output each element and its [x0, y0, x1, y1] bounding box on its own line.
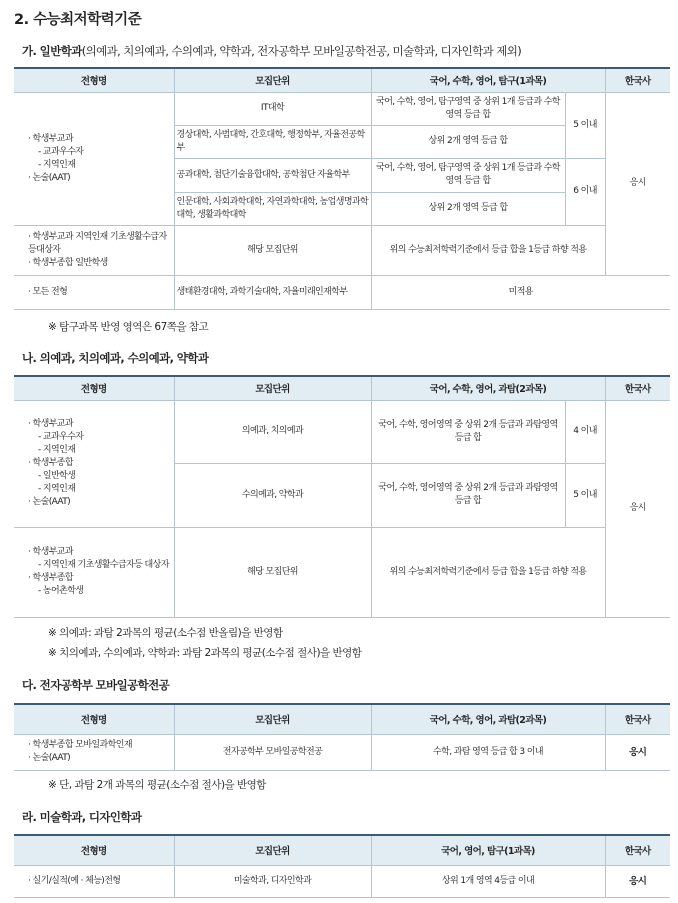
- table-ra: [14, 834, 670, 898]
- ga-row2-criteria: 위의 수능최저학력기준에서 등급 합을 1등급 하향 적용: [371, 225, 605, 275]
- da-type-item: · 학생부종합 모바일과학인재: [28, 740, 132, 750]
- na-row2-criteria: 위의 수능최저학력기준에서 등급 합을 1등급 하향 적용: [371, 527, 605, 617]
- ga-criteria-1: 국어, 수학, 영어, 탐구영역 중 상위 1개 등급과 수학 영역 등급 합: [371, 92, 565, 125]
- ra-type: · 실기/실적(예 · 체능)전형: [14, 865, 174, 897]
- na-type-item: · 논술(AAT): [28, 497, 71, 507]
- ga-unit-humanities: 인문대학, 사회과학대학, 자연과학대학, 농업생명과학대학, 생활과학대학: [174, 192, 371, 225]
- ga-unit-engineering: 공과대학, 첨단기술융합대학, 공학첨단 자율학부: [174, 158, 371, 192]
- note-ga: ※ 탐구과목 반영 영역은 67쪽을 참고: [48, 321, 209, 333]
- na-limit-4: 4 이내: [565, 400, 605, 463]
- ga-row2-type-item: · 학생부종합 일반학생: [28, 257, 108, 268]
- header-type: 전형명: [14, 68, 174, 92]
- na-type-item: - 지역인재: [38, 484, 76, 494]
- na-type-item: · 학생부종합: [28, 458, 73, 468]
- na-row2-type-item: - 지역인재 기초생활수급자등 대상자: [38, 560, 169, 570]
- na-type-item: · 학생부교과: [28, 419, 73, 429]
- ga-unit-it: IT대학: [174, 92, 371, 125]
- header-unit: 모집단위: [174, 835, 371, 865]
- na-type-item: - 지역인재: [38, 445, 76, 455]
- ga-row3-criteria: 미적용: [371, 275, 670, 309]
- na-criteria-vet: 국어, 수학, 영어영역 중 상위 2개 등급과 과탐영역 등급 합: [371, 463, 565, 527]
- na-row2-type-item: - 농어촌학생: [38, 586, 84, 596]
- note-na-2: ※ 치의예과, 수의예과, 약학과: 과탐 2과목의 평균(소수점 절사)을 반영함: [48, 647, 362, 659]
- da-type-item: · 논술(AAT): [28, 753, 71, 763]
- ga-row3-unit: 생태환경대학, 과학기술대학, 자율미래인재학부: [174, 275, 371, 309]
- header-unit: 모집단위: [174, 68, 371, 92]
- na-row2-unit: 해당 모집단위: [174, 527, 371, 617]
- ga-history: 응시: [605, 92, 670, 275]
- na-row2-types: [14, 527, 174, 617]
- note-na-1: ※ 의예과: 과탐 2과목의 평균(소수점 반올림)을 반영함: [48, 627, 283, 639]
- ga-type-item: · 학생부교과: [28, 133, 73, 144]
- ra-criteria: 상위 1개 영역 4등급 이내: [371, 865, 605, 897]
- header-history: 한국사: [605, 704, 670, 734]
- ga-type-item: · 논술(AAT): [28, 172, 71, 183]
- na-row2-type-item: · 학생부교과: [28, 547, 73, 557]
- table-na: [14, 375, 670, 618]
- na-history: 응시: [605, 400, 670, 617]
- ra-history: 응시: [605, 865, 670, 897]
- table-ga: [14, 67, 670, 310]
- ga-row3-type: · 모든 전형: [14, 275, 174, 309]
- header-type: 전형명: [14, 704, 174, 734]
- na-limit-5: 5 이내: [565, 463, 605, 527]
- ra-unit: 미술학과, 디자인학과: [174, 865, 371, 897]
- section-ga-exclusions: (의예과, 치의예과, 수의예과, 약학과, 전자공학부 모바일공학전공, 미술학과, 디자인학과 제외): [81, 44, 522, 58]
- ga-types-cell: [14, 92, 174, 225]
- ga-row2-type-item: · 학생부교과 지역인재 기초생활수급자등대상자: [28, 231, 167, 255]
- na-types-cell: [14, 400, 174, 527]
- ga-limit-5: 5 이내: [565, 92, 605, 158]
- na-criteria-medicine: 국어, 수학, 영어영역 중 상위 2개 등급과 과탐영역 등급 합: [371, 400, 565, 463]
- section-ga-heading: [22, 43, 521, 59]
- header-history: 한국사: [605, 376, 670, 400]
- section-da-heading: 다. 전자공학부 모바일공학전공: [22, 678, 170, 692]
- ga-type-item: - 교과우수자: [38, 146, 84, 157]
- ga-unit-business: 경상대학, 사범대학, 간호대학, 행정학부, 자율전공학부: [174, 125, 371, 158]
- ga-row2-unit: 해당 모집단위: [174, 225, 371, 275]
- section-na-heading: 나. 의예과, 치의예과, 수의예과, 약학과: [22, 351, 209, 365]
- ga-limit-6: 6 이내: [565, 158, 605, 225]
- section-ra-heading: 라. 미술학과, 디자인학과: [22, 810, 142, 824]
- na-type-item: - 일반학생: [38, 471, 76, 481]
- da-unit: 전자공학부 모바일공학전공: [174, 734, 371, 770]
- header-history: 한국사: [605, 68, 670, 92]
- header-unit: 모집단위: [174, 376, 371, 400]
- header-unit: 모집단위: [174, 704, 371, 734]
- header-criteria: 국어, 영어, 탐구(1과목): [371, 835, 605, 865]
- header-criteria: 국어, 수학, 영어, 탐구(1과목): [371, 68, 605, 92]
- ga-row2-types: [14, 225, 174, 275]
- ga-criteria-3: 국어, 수학, 영어, 탐구영역 중 상위 1개 등급과 수학 영역 등급 합: [371, 158, 565, 192]
- header-type: 전형명: [14, 835, 174, 865]
- header-criteria: 국어, 수학, 영어, 과탐(2과목): [371, 704, 605, 734]
- na-unit-medicine: 의예과, 치의예과: [174, 400, 371, 463]
- na-row2-type-item: · 학생부종합: [28, 573, 73, 583]
- header-criteria: 국어, 수학, 영어, 과탐(2과목): [371, 376, 605, 400]
- header-history: 한국사: [605, 835, 670, 865]
- da-history: 응시: [605, 734, 670, 770]
- section-ga-title: 가. 일반학과: [22, 44, 82, 58]
- header-type: 전형명: [14, 376, 174, 400]
- na-type-item: - 교과우수자: [38, 432, 84, 442]
- table-da: [14, 703, 670, 771]
- ga-type-item: - 지역인재: [38, 159, 76, 170]
- note-da: ※ 단, 과탐 2개 과목의 평균(소수점 절사)을 반영함: [48, 779, 266, 791]
- da-criteria: 수학, 과탐 영역 등급 합 3 이내: [371, 734, 605, 770]
- page-title: 2. 수능최저학력기준: [14, 12, 142, 28]
- na-unit-vet: 수의예과, 약학과: [174, 463, 371, 527]
- da-types-cell: [14, 734, 174, 770]
- ga-criteria-4: 상위 2개 영역 등급 합: [371, 192, 565, 225]
- ga-criteria-2: 상위 2개 영역 등급 합: [371, 125, 565, 158]
